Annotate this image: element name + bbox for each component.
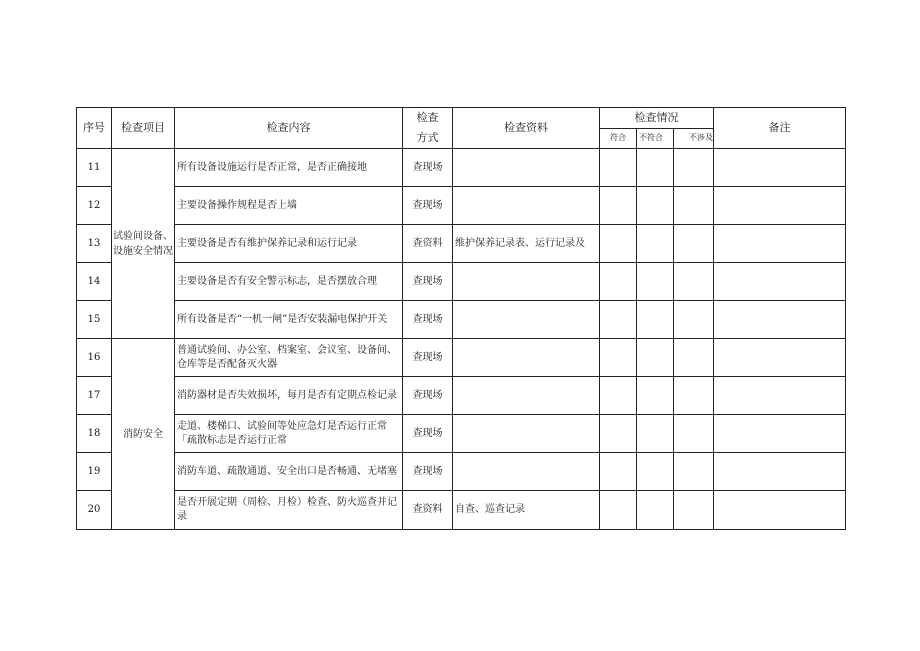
- header-item: 检查项目: [112, 108, 175, 149]
- row-remarks[interactable]: [714, 149, 846, 187]
- row-materials: [453, 377, 600, 415]
- row-method: 查现场: [403, 415, 453, 453]
- row-status-fail[interactable]: [637, 453, 674, 491]
- row-content: 走道、楼梯口、试验间等处应急灯是否运行正常「疏散标志是否运行正常: [175, 415, 403, 453]
- row-materials: [453, 301, 600, 339]
- row-method: 查现场: [403, 187, 453, 225]
- row-status-fail[interactable]: [637, 149, 674, 187]
- row-status-fail[interactable]: [637, 301, 674, 339]
- row-category: 试验间设备、设施安全情况: [112, 149, 175, 339]
- row-status-pass[interactable]: [600, 225, 637, 263]
- header-status-fail: 不符合: [637, 128, 674, 149]
- row-content: 消防车道、疏散通道、安全出口是否畅通、无堵塞: [175, 453, 403, 491]
- row-remarks[interactable]: [714, 263, 846, 301]
- row-seq: 20: [77, 491, 112, 530]
- row-method: 查资料: [403, 491, 453, 530]
- row-seq: 16: [77, 339, 112, 377]
- row-seq: 13: [77, 225, 112, 263]
- row-status-pass[interactable]: [600, 415, 637, 453]
- row-seq: 15: [77, 301, 112, 339]
- row-method: 查资料: [403, 225, 453, 263]
- header-row: [77, 108, 846, 129]
- row-status-na[interactable]: [674, 453, 714, 491]
- row-status-pass[interactable]: [600, 301, 637, 339]
- row-materials: 自查、巡查记录: [453, 491, 600, 530]
- row-category: 消防安全: [112, 339, 175, 530]
- header-content: 检查内容: [175, 108, 403, 149]
- row-content: 主要设备操作规程是否上墙: [175, 187, 403, 225]
- row-content: 主要设备是否有安全警示标志，是否摆放合理: [175, 263, 403, 301]
- row-content: 所有设备是否“一机一闸”是否安装漏电保护开关: [175, 301, 403, 339]
- row-seq: 12: [77, 187, 112, 225]
- row-status-na[interactable]: [674, 491, 714, 530]
- row-status-na[interactable]: [674, 225, 714, 263]
- row-seq: 17: [77, 377, 112, 415]
- row-materials: [453, 339, 600, 377]
- table-row: [77, 377, 846, 415]
- row-remarks[interactable]: [714, 301, 846, 339]
- table-row: [77, 149, 846, 187]
- row-content: 是否开展定期（周检、月检）检查、防火巡查并记录: [175, 491, 403, 530]
- row-content: 消防器材是否失效损坏，每月是否有定期点检记录: [175, 377, 403, 415]
- row-status-na[interactable]: [674, 377, 714, 415]
- row-status-fail[interactable]: [637, 491, 674, 530]
- row-method: 查现场: [403, 301, 453, 339]
- row-status-na[interactable]: [674, 263, 714, 301]
- table-row: [77, 453, 846, 491]
- row-status-na[interactable]: [674, 415, 714, 453]
- row-status-pass[interactable]: [600, 263, 637, 301]
- table-row: [77, 263, 846, 301]
- row-materials: [453, 149, 600, 187]
- row-materials: 维护保养记录表、运行记录及: [453, 225, 600, 263]
- row-status-fail[interactable]: [637, 377, 674, 415]
- row-method: 查现场: [403, 149, 453, 187]
- row-status-pass[interactable]: [600, 187, 637, 225]
- header-status-pass: 符合: [600, 128, 637, 149]
- row-remarks[interactable]: [714, 415, 846, 453]
- row-materials: [453, 415, 600, 453]
- row-remarks[interactable]: [714, 225, 846, 263]
- row-materials: [453, 187, 600, 225]
- row-remarks[interactable]: [714, 491, 846, 530]
- table-row: [77, 415, 846, 453]
- row-seq: 14: [77, 263, 112, 301]
- table-row: [77, 187, 846, 225]
- row-content: 普通试验间、办公室、档案室、会议室、设备间、仓库等是否配备灭火器: [175, 339, 403, 377]
- row-seq: 19: [77, 453, 112, 491]
- row-method: 查现场: [403, 453, 453, 491]
- row-status-fail[interactable]: [637, 187, 674, 225]
- table-row: [77, 491, 846, 530]
- row-remarks[interactable]: [714, 339, 846, 377]
- header-remarks: 备注: [714, 108, 846, 149]
- row-status-fail[interactable]: [637, 339, 674, 377]
- row-remarks[interactable]: [714, 187, 846, 225]
- row-method: 查现场: [403, 339, 453, 377]
- table-row: [77, 301, 846, 339]
- row-materials: [453, 453, 600, 491]
- header-seq: 序号: [77, 108, 112, 149]
- row-status-pass[interactable]: [600, 149, 637, 187]
- table-body: [77, 149, 846, 530]
- row-remarks[interactable]: [714, 453, 846, 491]
- row-content: 所有设备设施运行是否正常，是否正确接地: [175, 149, 403, 187]
- row-status-fail[interactable]: [637, 225, 674, 263]
- table-row: [77, 339, 846, 377]
- row-content: 主要设备是否有维护保养记录和运行记录: [175, 225, 403, 263]
- row-method: 查现场: [403, 263, 453, 301]
- header-materials: 检查资料: [453, 108, 600, 149]
- row-status-pass[interactable]: [600, 377, 637, 415]
- row-status-na[interactable]: [674, 149, 714, 187]
- inspection-table: [76, 107, 846, 530]
- header-method: 检查 方式: [403, 108, 453, 149]
- row-seq: 11: [77, 149, 112, 187]
- row-materials: [453, 263, 600, 301]
- row-status-na[interactable]: [674, 339, 714, 377]
- row-method: 查现场: [403, 377, 453, 415]
- row-status-pass[interactable]: [600, 339, 637, 377]
- header-status: 检查情况: [600, 108, 714, 129]
- row-status-na[interactable]: [674, 301, 714, 339]
- row-status-fail[interactable]: [637, 415, 674, 453]
- row-status-fail[interactable]: [637, 263, 674, 301]
- row-status-na[interactable]: [674, 187, 714, 225]
- inspection-checklist: [76, 107, 846, 530]
- table-row: [77, 225, 846, 263]
- row-seq: 18: [77, 415, 112, 453]
- header-status-na: 不涉及: [674, 128, 714, 149]
- row-remarks[interactable]: [714, 377, 846, 415]
- row-status-pass[interactable]: [600, 453, 637, 491]
- row-status-pass[interactable]: [600, 491, 637, 530]
